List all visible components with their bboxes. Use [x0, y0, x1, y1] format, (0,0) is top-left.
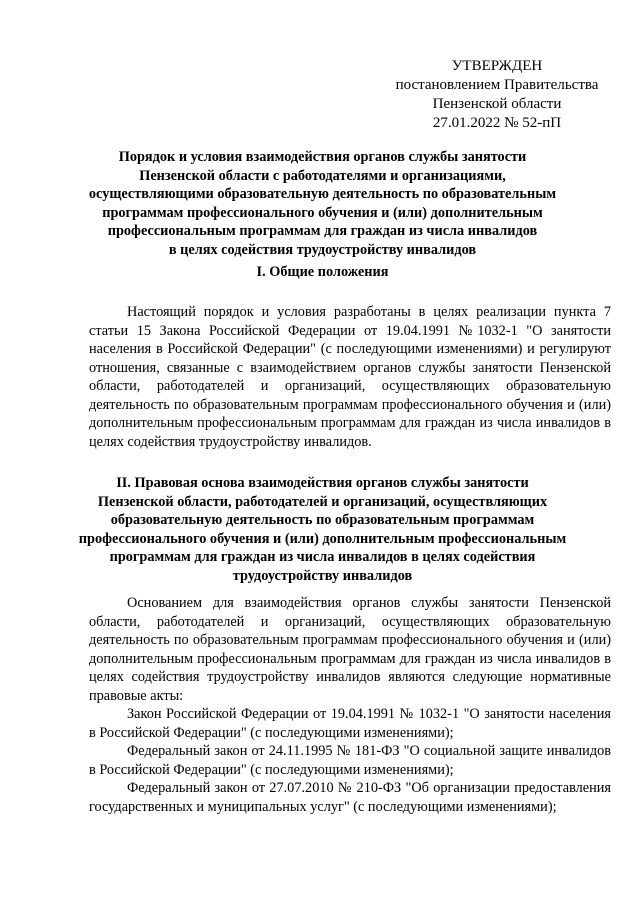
title-line: осуществляющими образовательную деятельность по образовательным: [88, 186, 557, 202]
section-2-heading: [60, 474, 585, 585]
approval-line-date-number: 27.01.2022 № 52-пП: [432, 115, 562, 131]
section-1-heading-text: I. Общие положения: [256, 264, 389, 280]
title-line: Порядок и условия взаимодействия органов службы занятости: [118, 149, 527, 165]
approval-line-region: Пензенской области: [432, 96, 562, 112]
paragraph: Федеральный закон от 27.07.2010 № 210-ФЗ "Об организации предоставления государственных и муниципальных услуг" (с последующими изменениями);: [89, 780, 611, 815]
section-2-body: [89, 594, 611, 816]
paragraph: Закон Российской Федерации от 19.04.1991 № 1032-1 "О занятости населения в Российской Федерации" (с последующими изменениями);: [89, 706, 611, 741]
section-1-heading: [60, 263, 585, 282]
approval-line-resolution: постановлением Правительства: [395, 77, 599, 93]
title-line: профессиональным программам для граждан из числа инвалидов: [107, 223, 538, 239]
paragraph: Настоящий порядок и условия разработаны в целях реализации пункта 7 статьи 15 Закона Российской Федерации от 19.04.1991 №1032-1 "О занятости населения в Российской Федерации" (с последующими изменениями) и регулируют отношения, связанные с взаимодействием органов службы занятости Пензенской области, работодателей и организаций, осуществляющих образовательную деятельность по образовательным программам профессионального обучения и (или) дополнительным профессиональным программам для граждан из числа инвалидов в целях содействия трудоустройству инвалидов.: [89, 304, 611, 450]
approval-stamp: [372, 57, 622, 133]
section-2-heading-line: Пензенской области, работодателей и организаций, осуществляющих: [97, 493, 548, 510]
section-2-heading-line: профессионального обучения и (или) дополнительным профессиональным: [78, 530, 567, 547]
approval-line-approved: УТВЕРЖДЕН: [451, 58, 543, 74]
paragraph: Федеральный закон от 24.11.1995 № 181-ФЗ "О социальной защите инвалидов в Российской Федерации" (с последующими изменениями);: [89, 743, 611, 778]
section-2-heading-line: II. Правовая основа взаимодействия органов службы занятости: [116, 475, 529, 491]
section-2-heading-line: программам для граждан из числа инвалидов в целях содействия: [109, 549, 536, 565]
section-1-body: [89, 303, 611, 451]
paragraph: Основанием для взаимодействия органов службы занятости Пензенской области, работодателей и организаций, осуществляющих образовательную деятельность по образовательным программам профессионального обучения и (или) дополнительным профессиональным программам для граждан из числа инвалидов в целях содействия трудоустройству инвалидов являются следующие нормативные правовые акты:: [89, 595, 611, 704]
section-2-heading-line: трудоустройству инвалидов: [232, 567, 413, 584]
section-2-heading-line: образовательную деятельность по образовательным программам: [110, 512, 535, 528]
title-line: Пензенской области с работодателями и организациями,: [139, 167, 506, 184]
document-title: [60, 148, 585, 259]
title-line: в целях содействия трудоустройству инвалидов: [168, 241, 477, 258]
title-line: программам профессионального обучения и (или) дополнительным: [102, 204, 543, 221]
